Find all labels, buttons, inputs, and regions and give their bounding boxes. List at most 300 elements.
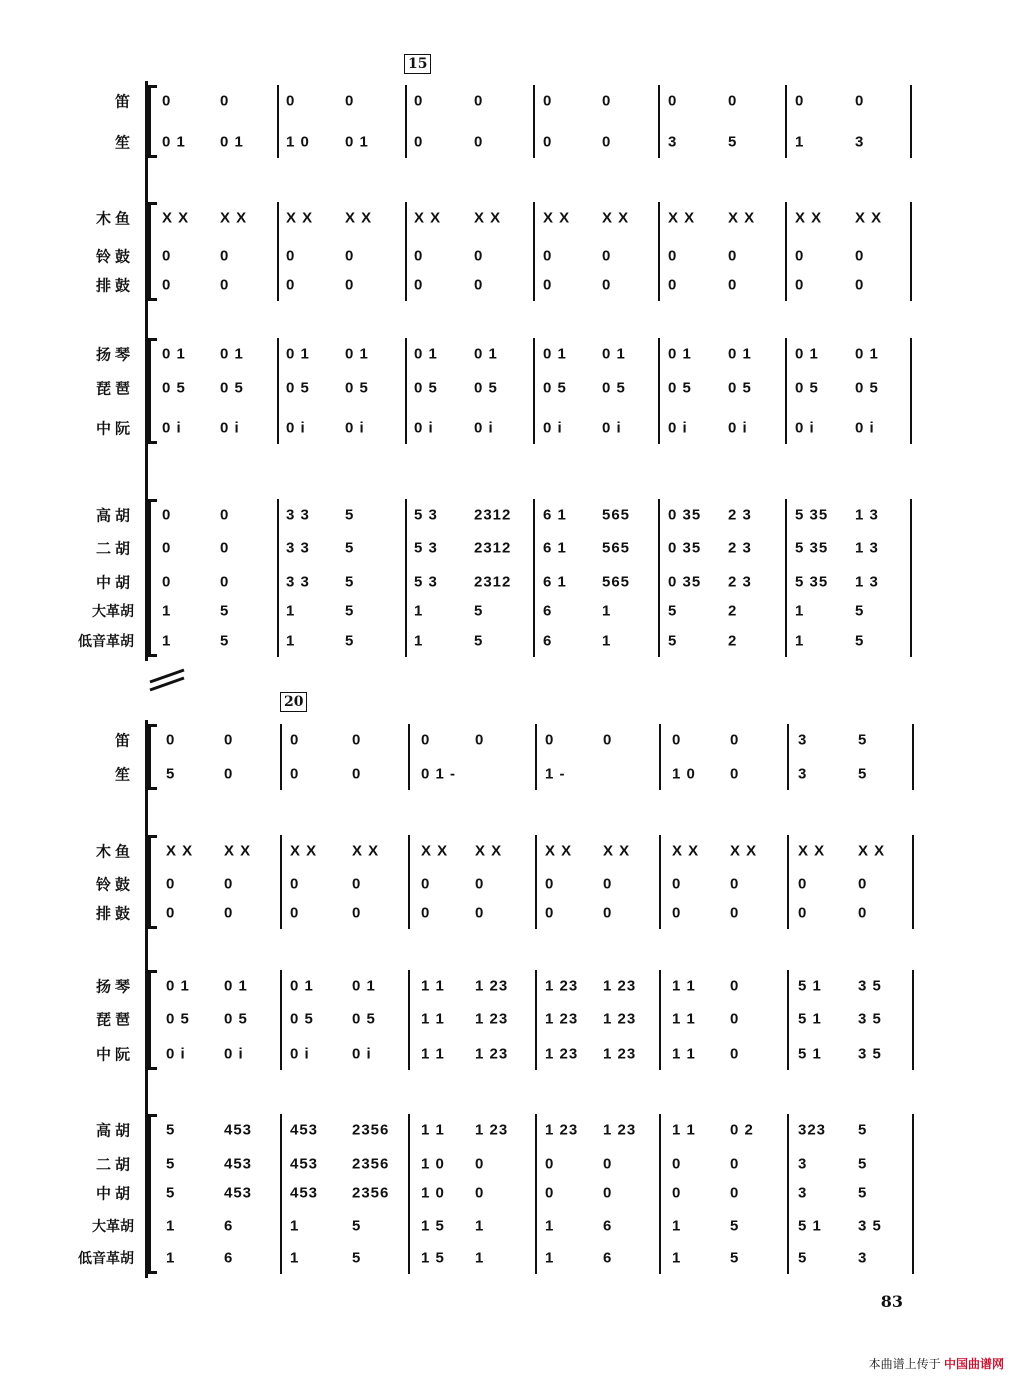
note-cell: 3 3: [286, 506, 310, 524]
system-line: [145, 81, 148, 661]
instrument-label: 中胡: [95, 1184, 134, 1203]
system-line: [145, 720, 148, 1278]
barline: [787, 1114, 789, 1274]
note-cell: 2356: [352, 1121, 390, 1139]
note-cell: 0 i: [602, 419, 622, 437]
note-cell: 453: [290, 1121, 319, 1139]
note-cell: 6: [603, 1249, 613, 1267]
note-cell: 0: [421, 731, 431, 749]
barline: [787, 970, 789, 1070]
note-cell: 1 3: [855, 506, 879, 524]
note-cell: 1 23: [545, 977, 579, 995]
note-cell: 0: [672, 1184, 682, 1202]
barline: [910, 499, 912, 657]
note-cell: 1: [602, 602, 612, 620]
barline: [659, 970, 661, 1070]
note-cell: 0: [286, 276, 296, 294]
note-cell: 1 23: [603, 1010, 637, 1028]
note-cell: 0 1: [474, 345, 498, 363]
note-cell: 0: [421, 904, 431, 922]
note-cell: 2 3: [728, 506, 752, 524]
note-cell: 3: [798, 765, 808, 783]
barline: [280, 1114, 282, 1274]
note-cell: 0 5: [220, 379, 244, 397]
note-cell: 0: [730, 731, 740, 749]
staff-bracket: [148, 724, 157, 790]
note-cell: 1 3: [855, 539, 879, 557]
note-cell: X X: [166, 842, 194, 860]
note-cell: X X: [162, 209, 190, 227]
note-cell: 0 5: [345, 379, 369, 397]
note-cell: 0 2: [730, 1121, 754, 1139]
barline: [408, 724, 410, 790]
note-cell: 0: [730, 1045, 740, 1063]
note-cell: 5: [730, 1249, 740, 1267]
note-cell: 1: [162, 602, 172, 620]
note-cell: 1: [672, 1217, 682, 1235]
note-cell: 0: [603, 731, 613, 749]
note-cell: 1: [414, 602, 424, 620]
note-cell: 0: [475, 875, 485, 893]
note-cell: 0: [672, 875, 682, 893]
note-cell: 0: [345, 276, 355, 294]
note-cell: 0: [855, 247, 865, 265]
note-cell: 0 i: [224, 1045, 244, 1063]
note-cell: 5: [345, 602, 355, 620]
note-cell: 1: [162, 632, 172, 650]
note-cell: 1 1: [672, 1010, 696, 1028]
note-cell: 0 1: [162, 133, 186, 151]
note-cell: 0: [545, 1184, 555, 1202]
barline: [658, 202, 660, 301]
note-cell: 5 1: [798, 1045, 822, 1063]
note-cell: 5: [668, 602, 678, 620]
note-cell: 0: [728, 247, 738, 265]
note-cell: 1 1: [421, 977, 445, 995]
note-cell: 0: [162, 539, 172, 557]
note-cell: 0: [220, 92, 230, 110]
note-cell: 2: [728, 632, 738, 650]
note-cell: 5 35: [795, 506, 829, 524]
note-cell: 5: [166, 1184, 176, 1202]
note-cell: 0: [224, 731, 234, 749]
barline: [787, 835, 789, 929]
note-cell: 5 3: [414, 573, 438, 591]
note-cell: 0 i: [166, 1045, 186, 1063]
note-cell: 0: [543, 276, 553, 294]
note-cell: X X: [795, 209, 823, 227]
note-cell: 1: [286, 632, 296, 650]
note-cell: 0: [798, 904, 808, 922]
barline: [408, 1114, 410, 1274]
note-cell: 0 5: [728, 379, 752, 397]
barline: [659, 724, 661, 790]
instrument-label: 高胡: [95, 1121, 134, 1140]
note-cell: 1 23: [603, 1045, 637, 1063]
page-number: 83: [880, 1292, 903, 1311]
note-cell: 0: [668, 92, 678, 110]
instrument-label: 琵琶: [95, 1010, 134, 1029]
note-cell: 565: [602, 506, 631, 524]
barline: [910, 85, 912, 158]
note-cell: 565: [602, 539, 631, 557]
note-cell: 0 1: [668, 345, 692, 363]
note-cell: 0: [286, 92, 296, 110]
note-cell: 1: [414, 632, 424, 650]
note-cell: 5: [668, 632, 678, 650]
note-cell: 0: [286, 247, 296, 265]
note-cell: 1: [795, 632, 805, 650]
barline: [277, 202, 279, 301]
staff-bracket: [148, 1114, 157, 1274]
note-cell: 0: [730, 977, 740, 995]
note-cell: 6 1: [543, 573, 567, 591]
barline: [658, 338, 660, 444]
note-cell: 0: [603, 1155, 613, 1173]
note-cell: 5: [166, 1155, 176, 1173]
note-cell: 0: [730, 1184, 740, 1202]
note-cell: 0: [475, 1155, 485, 1173]
note-cell: 0: [730, 1010, 740, 1028]
note-cell: 2 3: [728, 573, 752, 591]
note-cell: 0: [414, 247, 424, 265]
note-cell: 0: [855, 276, 865, 294]
note-cell: 3 5: [858, 1217, 882, 1235]
note-cell: 0: [474, 276, 484, 294]
barline: [277, 85, 279, 158]
note-cell: 0 i: [352, 1045, 372, 1063]
note-cell: 1: [795, 133, 805, 151]
note-cell: 0 1: [543, 345, 567, 363]
note-cell: 1: [475, 1249, 485, 1267]
note-cell: 3: [668, 133, 678, 151]
note-cell: 1 1: [421, 1010, 445, 1028]
note-cell: 0 i: [345, 419, 365, 437]
instrument-label: 高胡: [95, 506, 134, 525]
note-cell: X X: [474, 209, 502, 227]
note-cell: 0 1: [345, 133, 369, 151]
note-cell: 0 35: [668, 573, 702, 591]
barline: [280, 835, 282, 929]
note-cell: X X: [475, 842, 503, 860]
note-cell: 5: [166, 1121, 176, 1139]
footer-text: 本曲谱上传于: [868, 1357, 941, 1371]
note-cell: 0: [795, 247, 805, 265]
note-cell: 5 35: [795, 539, 829, 557]
footer: [869, 1355, 1004, 1372]
note-cell: 0 i: [728, 419, 748, 437]
note-cell: 5: [855, 602, 865, 620]
barline: [533, 499, 535, 657]
note-cell: 0: [672, 1155, 682, 1173]
note-cell: 1: [290, 1217, 300, 1235]
note-cell: 2356: [352, 1155, 390, 1173]
note-cell: 0: [162, 247, 172, 265]
note-cell: 0: [475, 731, 485, 749]
barline: [533, 338, 535, 444]
barline: [405, 85, 407, 158]
note-cell: 5: [345, 632, 355, 650]
barline: [535, 1114, 537, 1274]
note-cell: 2312: [474, 506, 512, 524]
note-cell: 0: [475, 904, 485, 922]
note-cell: X X: [858, 842, 886, 860]
barline: [912, 970, 914, 1070]
instrument-label: 大革胡: [92, 604, 134, 620]
note-cell: 0 i: [220, 419, 240, 437]
note-cell: 6: [224, 1249, 234, 1267]
note-cell: 6: [543, 632, 553, 650]
note-cell: 0: [668, 247, 678, 265]
note-cell: 5: [858, 1184, 868, 1202]
note-cell: 1: [475, 1217, 485, 1235]
note-cell: 5 1: [798, 1217, 822, 1235]
note-cell: X X: [798, 842, 826, 860]
barline: [659, 1114, 661, 1274]
instrument-label: 中阮: [95, 1045, 134, 1064]
note-cell: 0 1: [855, 345, 879, 363]
barline: [408, 970, 410, 1070]
barline: [658, 85, 660, 158]
note-cell: 1: [672, 1249, 682, 1267]
note-cell: 0: [730, 765, 740, 783]
note-cell: 3: [855, 133, 865, 151]
note-cell: 0 5: [795, 379, 819, 397]
note-cell: 5: [345, 573, 355, 591]
note-cell: 0: [474, 247, 484, 265]
note-cell: X X: [728, 209, 756, 227]
note-cell: 5 3: [414, 539, 438, 557]
note-cell: 0 i: [290, 1045, 310, 1063]
note-cell: 1 0: [672, 765, 696, 783]
note-cell: 0: [474, 92, 484, 110]
note-cell: 0: [543, 133, 553, 151]
note-cell: 0: [475, 1184, 485, 1202]
note-cell: X X: [224, 842, 252, 860]
instrument-label: 低音革胡: [78, 634, 134, 650]
note-cell: 0: [224, 875, 234, 893]
barline: [659, 835, 661, 929]
note-cell: 565: [602, 573, 631, 591]
note-cell: 0: [602, 92, 612, 110]
note-cell: 0 i: [474, 419, 494, 437]
note-cell: 0 i: [286, 419, 306, 437]
barline: [280, 724, 282, 790]
note-cell: 0 35: [668, 506, 702, 524]
note-cell: 0: [603, 1184, 613, 1202]
note-cell: 5 3: [414, 506, 438, 524]
note-cell: 5: [855, 632, 865, 650]
note-cell: 1 23: [475, 1010, 509, 1028]
note-cell: 0 i: [795, 419, 815, 437]
instrument-label: 大革胡: [92, 1219, 134, 1235]
barline: [277, 499, 279, 657]
note-cell: 5: [166, 765, 176, 783]
note-cell: 0 1: [345, 345, 369, 363]
note-cell: 5: [798, 1249, 808, 1267]
note-cell: 2: [728, 602, 738, 620]
note-cell: X X: [286, 209, 314, 227]
note-cell: 0: [352, 765, 362, 783]
note-cell: 1 5: [421, 1249, 445, 1267]
note-cell: 3 3: [286, 573, 310, 591]
note-cell: 0 5: [290, 1010, 314, 1028]
barline: [405, 338, 407, 444]
barline: [277, 338, 279, 444]
note-cell: 1 23: [603, 1121, 637, 1139]
instrument-label: 笙: [114, 133, 134, 152]
instrument-label: 二胡: [95, 539, 134, 558]
barline: [912, 1114, 914, 1274]
note-cell: X X: [602, 209, 630, 227]
note-cell: 0 1: [602, 345, 626, 363]
note-cell: 0 i: [668, 419, 688, 437]
note-cell: 0: [602, 247, 612, 265]
instrument-label: 笛: [114, 92, 134, 111]
note-cell: 5: [345, 506, 355, 524]
note-cell: 5: [345, 539, 355, 557]
note-cell: 0 1 -: [421, 765, 457, 783]
barline: [533, 202, 535, 301]
note-cell: 0: [345, 92, 355, 110]
barline: [912, 724, 914, 790]
note-cell: 0: [795, 276, 805, 294]
note-cell: 5: [474, 602, 484, 620]
note-cell: 1 0: [421, 1184, 445, 1202]
note-cell: 0: [224, 765, 234, 783]
note-cell: 0 5: [166, 1010, 190, 1028]
note-cell: 0: [290, 765, 300, 783]
note-cell: 2312: [474, 539, 512, 557]
instrument-label: 低音革胡: [78, 1251, 134, 1267]
instrument-label: 排鼓: [95, 904, 134, 923]
barline: [910, 202, 912, 301]
note-cell: 0: [543, 247, 553, 265]
note-cell: 1 1: [672, 1121, 696, 1139]
staff-bracket: [148, 970, 157, 1070]
note-cell: 3 3: [286, 539, 310, 557]
note-cell: 0: [414, 276, 424, 294]
note-cell: X X: [672, 842, 700, 860]
note-cell: 1 3: [855, 573, 879, 591]
note-cell: 0: [672, 731, 682, 749]
staff-bracket: [148, 85, 157, 158]
note-cell: 6 1: [543, 539, 567, 557]
barline: [280, 970, 282, 1070]
note-cell: 1 5: [421, 1217, 445, 1235]
barline: [785, 85, 787, 158]
note-cell: X X: [414, 209, 442, 227]
instrument-label: 木鱼: [95, 209, 134, 228]
note-cell: 5: [730, 1217, 740, 1235]
barline: [785, 202, 787, 301]
note-cell: 0 1: [220, 133, 244, 151]
note-cell: 0: [220, 506, 230, 524]
note-cell: 1: [545, 1217, 555, 1235]
instrument-label: 笛: [114, 731, 134, 750]
note-cell: 0: [602, 133, 612, 151]
note-cell: 0: [730, 875, 740, 893]
staff-bracket: [148, 835, 157, 929]
note-cell: 0: [290, 904, 300, 922]
note-cell: 1 23: [603, 977, 637, 995]
instrument-label: 扬琴: [95, 977, 134, 996]
note-cell: 0 1: [414, 345, 438, 363]
note-cell: 5: [352, 1249, 362, 1267]
note-cell: 1 0: [421, 1155, 445, 1173]
note-cell: 453: [290, 1155, 319, 1173]
note-cell: 0: [220, 573, 230, 591]
note-cell: 453: [290, 1184, 319, 1202]
note-cell: 1 1: [672, 977, 696, 995]
note-cell: 1: [545, 1249, 555, 1267]
note-cell: 5 1: [798, 1010, 822, 1028]
note-cell: 0: [166, 731, 176, 749]
note-cell: 0 1: [166, 977, 190, 995]
note-cell: 0: [162, 573, 172, 591]
instrument-label: 木鱼: [95, 842, 134, 861]
barline: [910, 338, 912, 444]
note-cell: 0: [858, 904, 868, 922]
note-cell: 0: [414, 133, 424, 151]
note-cell: 3: [858, 1249, 868, 1267]
note-cell: 0 1: [352, 977, 376, 995]
note-cell: 1: [795, 602, 805, 620]
note-cell: 5: [858, 765, 868, 783]
note-cell: 5: [858, 731, 868, 749]
note-cell: X X: [668, 209, 696, 227]
note-cell: 1 23: [545, 1010, 579, 1028]
note-cell: 0: [668, 276, 678, 294]
note-cell: 5: [728, 133, 738, 151]
note-cell: 0: [220, 247, 230, 265]
note-cell: 0: [728, 276, 738, 294]
note-cell: 5: [474, 632, 484, 650]
note-cell: 2312: [474, 573, 512, 591]
note-cell: 1 23: [475, 977, 509, 995]
instrument-label: 琵琶: [95, 379, 134, 398]
barline: [912, 835, 914, 929]
barline: [405, 202, 407, 301]
instrument-label: 铃鼓: [95, 875, 134, 894]
note-cell: 453: [224, 1121, 253, 1139]
note-cell: 0 1: [795, 345, 819, 363]
note-cell: 0: [290, 875, 300, 893]
note-cell: 453: [224, 1155, 253, 1173]
note-cell: 0 5: [414, 379, 438, 397]
note-cell: 1 23: [475, 1045, 509, 1063]
note-cell: 1 0: [286, 133, 310, 151]
note-cell: 0: [798, 875, 808, 893]
note-cell: 0: [545, 904, 555, 922]
note-cell: 0 1: [728, 345, 752, 363]
note-cell: 5: [352, 1217, 362, 1235]
note-cell: 1 -: [545, 765, 566, 783]
note-cell: 1 23: [545, 1045, 579, 1063]
note-cell: 5 1: [798, 977, 822, 995]
note-cell: 2356: [352, 1184, 390, 1202]
note-cell: 1 1: [421, 1121, 445, 1139]
note-cell: 3: [798, 1155, 808, 1173]
note-cell: 5: [220, 602, 230, 620]
note-cell: 0: [352, 875, 362, 893]
barline: [785, 338, 787, 444]
note-cell: X X: [421, 842, 449, 860]
note-cell: 3 5: [858, 977, 882, 995]
note-cell: 3 5: [858, 1045, 882, 1063]
note-cell: 0: [352, 731, 362, 749]
barline: [787, 724, 789, 790]
